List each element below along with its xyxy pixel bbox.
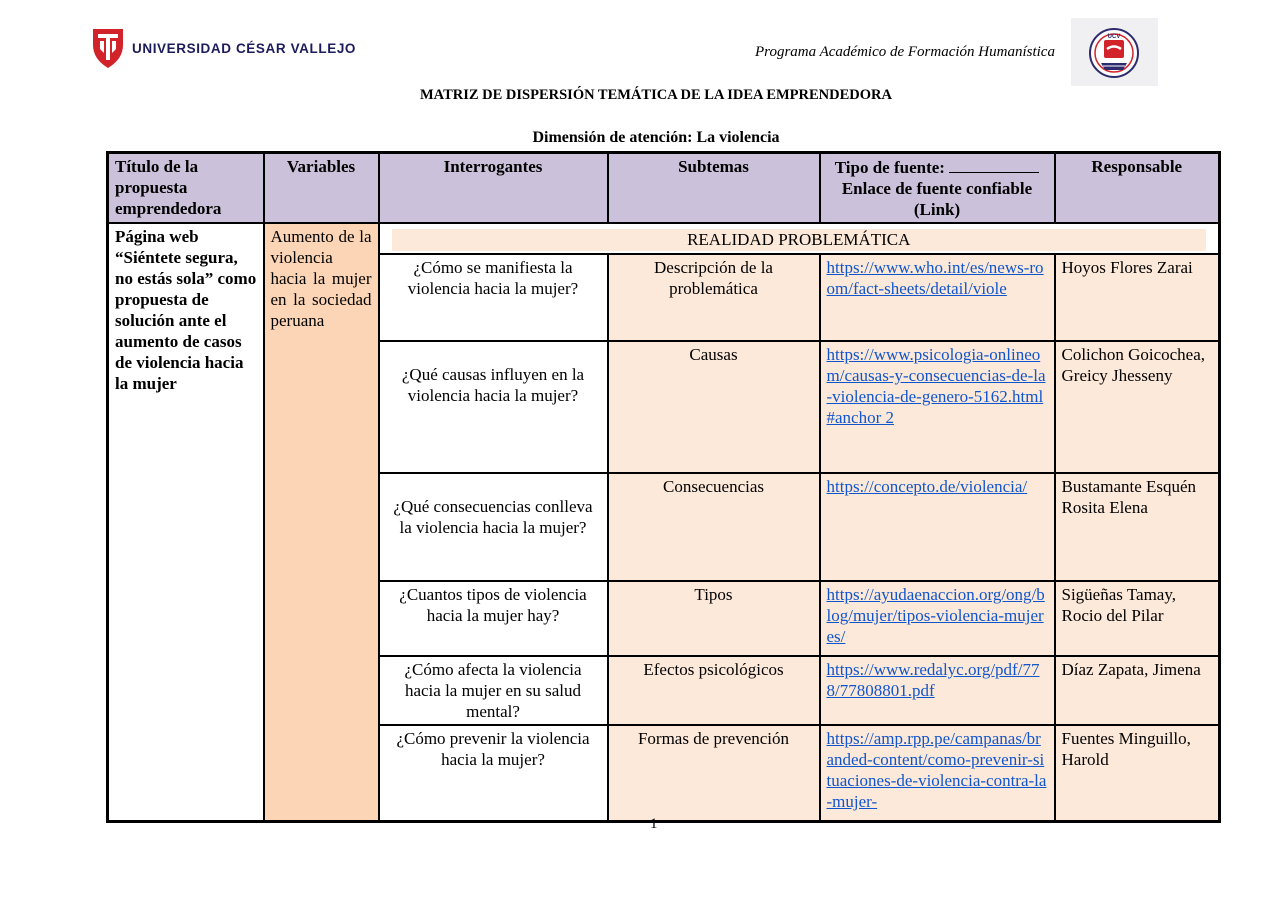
responsible-cell: Hoyos Flores Zarai: [1055, 254, 1220, 341]
question-cell: ¿Cómo prevenir la violencia hacia la mujer?: [379, 725, 608, 821]
source-type-blank: [949, 156, 1039, 173]
seal-text: UCV: [1107, 34, 1121, 40]
subtopic-cell: Consecuencias: [608, 473, 820, 581]
program-seal: [1071, 18, 1158, 86]
source-link[interactable]: https://ayudaenaccion.org/ong/blog/mujer/tipos-violencia-mujeres/: [826, 585, 1045, 646]
subtopic-cell: Causas: [608, 341, 820, 473]
page-number: 1: [650, 816, 658, 832]
question-cell: ¿Cómo se manifiesta la violencia hacia la mujer?: [379, 254, 608, 341]
dispersion-matrix-table: [106, 151, 1221, 823]
link-cell: [820, 656, 1055, 725]
responsible-cell: Díaz Zapata, Jimena: [1055, 656, 1220, 725]
source-link[interactable]: https://www.psicologia-onlineom/causas-y-consecuencias-de-la-violencia-de-genero-5162.html#anchor 2: [826, 345, 1046, 427]
source-link[interactable]: https://www.who.int/es/news-room/fact-sheets/detail/viole: [826, 258, 1044, 298]
header-source-link: Enlace de fuente confiable (Link): [841, 179, 1033, 219]
link-cell: [820, 581, 1055, 656]
source-link[interactable]: https://concepto.de/violencia/: [826, 477, 1028, 496]
question-cell: ¿Cuantos tipos de violencia hacia la mujer hay?: [379, 581, 608, 656]
responsible-cell: Bustamante Esquén Rosita Elena: [1055, 473, 1220, 581]
ucv-shield-icon: [92, 27, 124, 69]
header-responsible: Responsable: [1055, 153, 1220, 224]
header-source-type: Tipo de fuente:: [834, 158, 945, 177]
table-header-row: [108, 153, 1220, 224]
question-cell: ¿Qué causas influyen en la violencia hacia la mujer?: [379, 341, 608, 473]
dimension-heading: Dimensión de atención: La violencia: [532, 129, 780, 146]
link-cell: [820, 725, 1055, 821]
responsible-cell: Colichon Goicochea, Greicy Jhesseny: [1055, 341, 1220, 473]
header-source: [820, 153, 1055, 224]
link-cell: [820, 473, 1055, 581]
section-label-cell: [379, 223, 1220, 254]
source-link[interactable]: https://amp.rpp.pe/campanas/branded-content/como-prevenir-situaciones-de-violencia-contra-la-mujer-: [826, 729, 1047, 811]
university-logo: [92, 27, 356, 69]
university-name: UNIVERSIDAD CÉSAR VALLEJO: [132, 40, 357, 56]
question-cell: ¿Qué consecuencias conlleva la violencia hacia la mujer?: [379, 473, 608, 581]
subtopic-cell: Tipos: [608, 581, 820, 656]
subtopic-cell: Descripción de la problemática: [608, 254, 820, 341]
variable-cell: Aumento de la violencia hacia la mujer en la sociedad peruana: [264, 223, 379, 821]
responsible-cell: Fuentes Minguillo, Harold: [1055, 725, 1220, 821]
source-link[interactable]: https://www.redalyc.org/pdf/778/77808801.pdf: [826, 660, 1040, 700]
header-variables: Variables: [264, 153, 379, 224]
section-label: REALIDAD PROBLEMÁTICA: [392, 229, 1207, 251]
subtopic-cell: Efectos psicológicos: [608, 656, 820, 725]
question-cell: ¿Cómo afecta la violencia hacia la mujer en su salud mental?: [379, 656, 608, 725]
table-row: [108, 223, 1220, 254]
header-questions: Interrogantes: [379, 153, 608, 224]
header-title: Título de la propuesta emprendedora: [108, 153, 264, 224]
proposal-title: Página web “Siéntete segura, no estás sola” como propuesta de solución ante el aumento de casos de violencia hacia la mujer: [108, 223, 264, 821]
header-subtopics: Subtemas: [608, 153, 820, 224]
link-cell: [820, 254, 1055, 341]
link-cell: [820, 341, 1055, 473]
program-name: Programa Académico de Formación Humanística: [755, 44, 1055, 60]
document-title: MATRIZ DE DISPERSIÓN TEMÁTICA DE LA IDEA EMPRENDEDORA: [420, 87, 892, 103]
subtopic-cell: Formas de prevención: [608, 725, 820, 821]
responsible-cell: Sigüeñas Tamay, Rocio del Pilar: [1055, 581, 1220, 656]
seal-emblem-icon: [1071, 18, 1158, 86]
